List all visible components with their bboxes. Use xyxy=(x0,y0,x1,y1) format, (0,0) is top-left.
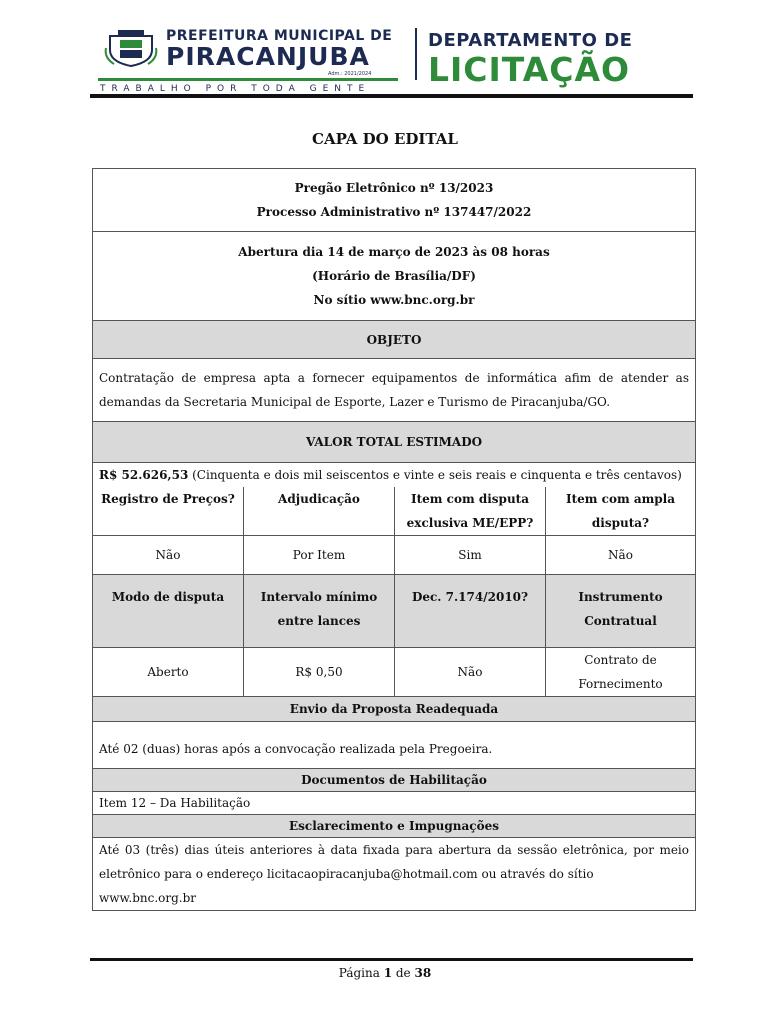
contact-email-link[interactable]: licitacaopiracanjuba@hotmail.com xyxy=(266,867,478,881)
processo-number: Processo Administrativo nº 137447/2022 xyxy=(256,205,532,219)
opening-site-prefix: No sítio xyxy=(313,293,371,307)
envio-text-row xyxy=(93,722,696,769)
header-rule xyxy=(90,94,693,98)
header-divider xyxy=(415,28,417,80)
esclarecimento-site-link[interactable]: www.bnc.org.br xyxy=(99,891,197,905)
table2-header-instrumento: Instrumento Contratual xyxy=(546,575,696,648)
objeto-text-row xyxy=(93,359,696,422)
documentos-text-row xyxy=(93,792,696,815)
valor-header-row xyxy=(93,422,696,463)
esclarecimento-text-line2 xyxy=(99,862,689,910)
table1-value-adjudicacao: Por Item xyxy=(244,536,395,575)
table2-header-row xyxy=(93,575,696,648)
table2-header-decreto: Dec. 7.174/2010? xyxy=(395,575,546,648)
page-of: de xyxy=(392,966,415,980)
department-line1: DEPARTAMENTO DE xyxy=(428,30,633,51)
table2-value-row xyxy=(93,648,696,697)
administration-period: Adm.: 2021/2024 xyxy=(328,71,372,77)
esclarecimento-text-line1: Até 03 (três) dias úteis anteriores à data fixada para abertura da sessão eletrônica, por meio xyxy=(99,843,689,857)
objeto-header-row xyxy=(93,321,696,359)
envio-header: Envio da Proposta Readequada xyxy=(93,697,696,722)
edital-table xyxy=(92,168,696,911)
table1-header-registro: Registro de Preços? xyxy=(93,487,244,536)
process-row xyxy=(93,169,696,232)
envio-header-row xyxy=(93,697,696,722)
opening-site xyxy=(99,288,689,312)
table2-value-decreto: Não xyxy=(395,648,546,697)
documentos-header: Documentos de Habilitação xyxy=(93,769,696,792)
table1-value-registro: Não xyxy=(93,536,244,575)
page-total: 38 xyxy=(414,966,432,980)
esclarecimento-text-middle: ou através do sítio xyxy=(477,867,594,881)
table2-header-intervalo: Intervalo mínimo entre lances xyxy=(244,575,395,648)
envio-text: Até 02 (duas) horas após a convocação realizada pela Pregoeira. xyxy=(93,722,696,769)
documentos-text: Item 12 – Da Habilitação xyxy=(93,792,696,815)
opening-site-link[interactable]: www.bnc.org.br xyxy=(370,293,475,307)
objeto-text-line1: Contratação de empresa apta a fornecer equipamentos de informática afim de atender as xyxy=(99,371,689,385)
objeto-header: OBJETO xyxy=(93,321,696,359)
slogan: TRABALHO POR TODA GENTE xyxy=(100,84,371,94)
municipality-name: PIRACANJUBA xyxy=(166,42,370,71)
table1-value-exclusiva: Sim xyxy=(395,536,546,575)
valor-amount-words: (Cinquenta e dois mil seiscentos e vinte e seis reais e cinquenta e três centavos) xyxy=(188,468,682,482)
table2-value-intervalo: R$ 0,50 xyxy=(244,648,395,697)
esclarecimento-header: Esclarecimento e Impugnações xyxy=(93,815,696,838)
table1-header-row xyxy=(93,487,696,536)
page-footer xyxy=(0,966,770,980)
table1-header-adjudicacao: Adjudicação xyxy=(244,487,395,536)
page-label: Página xyxy=(338,966,384,980)
page-title: CAPA DO EDITAL xyxy=(312,130,458,148)
table2-header-modo: Modo de disputa xyxy=(93,575,244,648)
esclarecimento-text-prefix: eletrônico para o endereço xyxy=(99,867,267,881)
valor-amount: R$ 52.626,53 xyxy=(99,468,189,482)
opening-row xyxy=(93,232,696,321)
municipality-line1: PREFEITURA MUNICIPAL DE xyxy=(166,28,393,44)
objeto-text-line2: demandas da Secretaria Municipal de Esporte, Lazer e Turismo de Piracanjuba/GO. xyxy=(99,395,611,409)
header-green-line xyxy=(98,78,398,81)
table1-header-exclusiva: Item com disputa exclusiva ME/EPP? xyxy=(395,487,546,536)
table1-value-row xyxy=(93,536,696,575)
esclarecimento-text-row xyxy=(93,838,696,911)
documentos-header-row xyxy=(93,769,696,792)
table2-value-modo: Aberto xyxy=(93,648,244,697)
valor-header: VALOR TOTAL ESTIMADO xyxy=(93,422,696,463)
page-current: 1 xyxy=(383,966,393,980)
esclarecimento-header-row xyxy=(93,815,696,838)
municipal-crest-icon xyxy=(104,28,158,68)
footer-rule xyxy=(90,958,693,961)
table2-value-instrumento: Contrato de Fornecimento xyxy=(546,648,696,697)
letterhead xyxy=(90,22,690,100)
opening-timezone: (Horário de Brasília/DF) xyxy=(312,269,476,283)
valor-row xyxy=(93,463,696,488)
pregao-number: Pregão Eletrônico nº 13/2023 xyxy=(294,181,494,195)
table1-header-ampla: Item com ampla disputa? xyxy=(546,487,696,536)
department-name: LICITAÇÃO xyxy=(428,50,631,89)
table1-value-ampla: Não xyxy=(546,536,696,575)
opening-date: Abertura dia 14 de março de 2023 às 08 horas xyxy=(238,245,550,259)
